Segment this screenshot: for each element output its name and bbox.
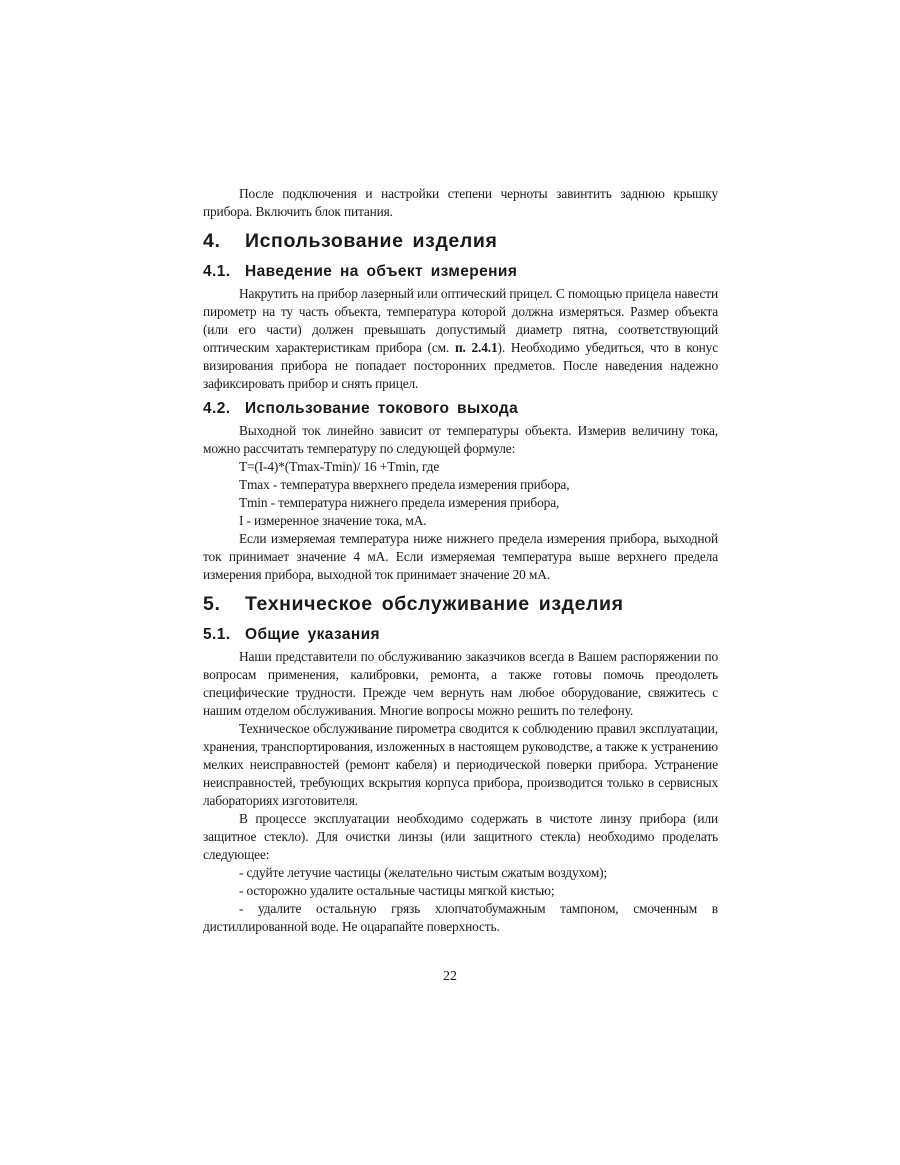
definition-tmin: Tmin - температура нижнего предела измерения прибора, bbox=[239, 495, 560, 510]
section-4-1-number: 4.1. bbox=[203, 263, 231, 280]
section-5-1-paragraph-2: Техническое обслуживание пирометра сводится к соблюдению правил эксплуатации, хранения, транспортирования, изложенных в настоящем руководстве, а также к устранению мелких неисправностей (ремонт кабеля) и периодической поверки прибора. Устранение неисправностей, требующих вскрытия корпуса прибора, производится только в сервисных лабораториях изготовителя. bbox=[203, 721, 718, 808]
document-page bbox=[203, 185, 718, 936]
section-4-2-paragraph-2: Если измеряемая температура ниже нижнего предела измерения прибора, выходной ток принимает значение 4 мА. Если измеряемая температура выше верхнего предела измерения прибора, выходной ток принимает значение 20 мА. bbox=[203, 531, 718, 582]
section-4-1-title: Наведение на объект измерения bbox=[245, 263, 518, 280]
section-4-1-heading bbox=[203, 262, 718, 282]
section-5-1-paragraph-3: В процессе эксплуатации необходимо содержать в чистоте линзу прибора (или защитное стекло). Для очистки линзы (или защитного стекла) необходимо проделать следующее: bbox=[203, 811, 718, 862]
section-4-2-paragraph-1: Выходной ток линейно зависит от температуры объекта. Измерив величину тока, можно рассчитать температуру по следующей формуле: bbox=[203, 423, 718, 456]
section-4-1-text-after-ref: ). Необходимо убедиться, что в конус визирования прибора не попадает посторонних предметов. После наведения надежно зафиксировать прибор и снять прицел. bbox=[203, 340, 718, 391]
section-5-1-paragraph-1: Наши представители по обслуживанию заказчиков всегда в Вашем распоряжении по вопросам применения, калибровки, ремонта, а также готовы помочь преодолеть специфические трудности. Прежде чем вернуть нам любое оборудование, свяжитесь с нашим отделом обслуживания. Многие вопросы можно решить по телефону. bbox=[203, 649, 718, 718]
section-4-heading bbox=[203, 229, 718, 253]
section-4-1-paragraph bbox=[203, 285, 718, 393]
section-4-title: Использование изделия bbox=[245, 230, 498, 252]
definition-current: I - измеренное значение тока, мА. bbox=[239, 513, 427, 528]
formula: T=(I-4)*(Tmax-Tmin)/ 16 +Tmin, где bbox=[239, 459, 440, 474]
cleaning-step-2: - осторожно удалите остальные частицы мягкой кистью; bbox=[239, 883, 555, 898]
section-4-2-heading bbox=[203, 399, 718, 419]
section-5-1-number: 5.1. bbox=[203, 626, 231, 643]
section-4-2-title: Использование токового выхода bbox=[245, 400, 519, 417]
cleaning-step-1: - сдуйте летучие частицы (желательно чистым сжатым воздухом); bbox=[239, 865, 608, 880]
intro-paragraph: После подключения и настройки степени черноты завинтить заднюю крышку прибора. Включить блок питания. bbox=[203, 186, 718, 219]
section-5-1-heading bbox=[203, 625, 718, 645]
section-5-number: 5. bbox=[203, 593, 221, 615]
page-number: 22 bbox=[443, 969, 457, 984]
cleaning-step-3: - удалите остальную грязь хлопчатобумажным тампоном, смоченным в дистиллированной воде. Не оцарапайте поверхность. bbox=[203, 901, 718, 934]
section-4-number: 4. bbox=[203, 230, 221, 252]
definition-tmax: Tmax - температура вверхнего предела измерения прибора, bbox=[239, 477, 570, 492]
section-5-heading bbox=[203, 592, 718, 616]
section-4-1-text-before-ref: Накрутить на прибор лазерный или оптический прицел. С помощью прицела навести пирометр на ту часть объекта, температура которой должна измеряться. Размер объекта (или его части) должен превышать допустимый диаметр пятна, соответствующий оптическим характеристикам прибора (см. bbox=[203, 286, 718, 355]
section-5-1-title: Общие указания bbox=[245, 626, 381, 643]
cross-reference: п. 2.4.1 bbox=[454, 340, 498, 355]
section-5-title: Техническое обслуживание изделия bbox=[245, 593, 624, 615]
section-4-2-number: 4.2. bbox=[203, 400, 231, 417]
